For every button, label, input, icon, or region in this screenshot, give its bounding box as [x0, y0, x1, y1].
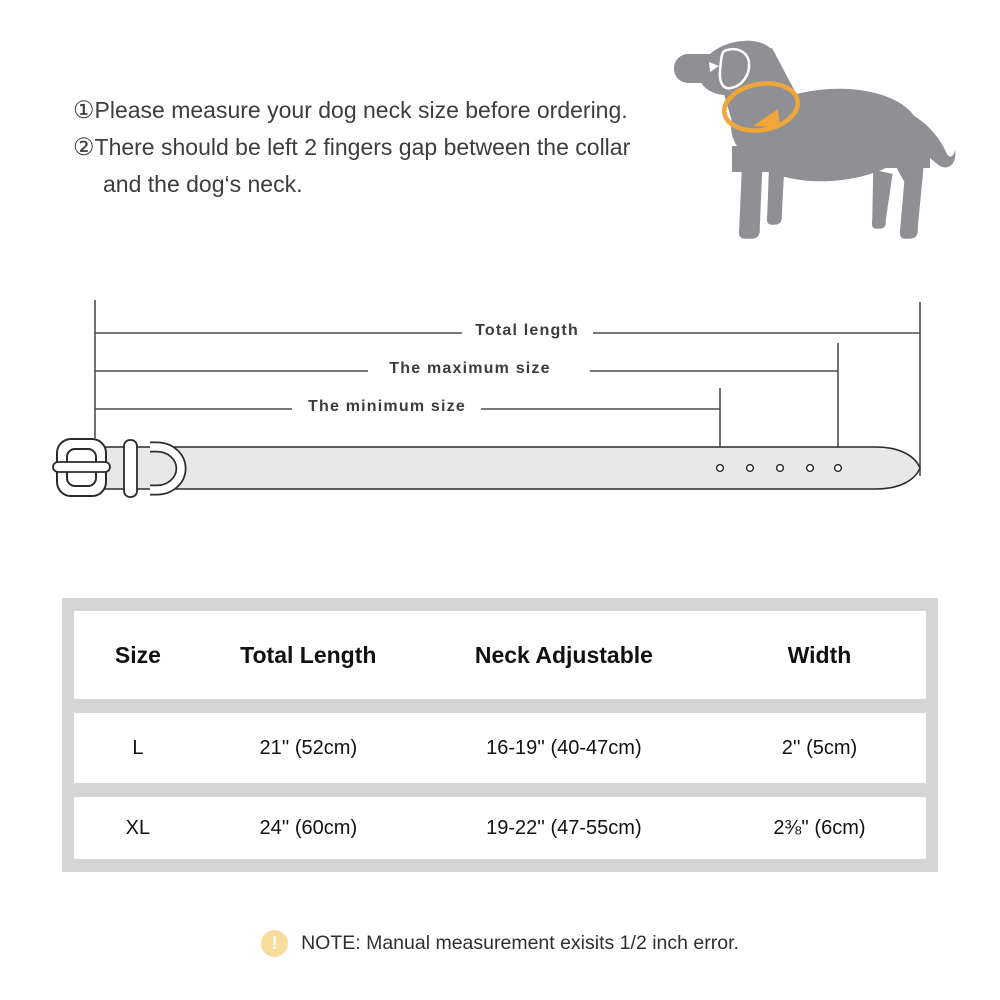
table-cell: XL: [125, 816, 151, 839]
table-row-xl: [74, 797, 926, 859]
collar-hole: [717, 465, 724, 472]
table-cell: 21'' (52cm): [259, 736, 358, 759]
table-cell: 2⅜'' (6cm): [773, 816, 866, 839]
collar-diagram: [53, 439, 920, 497]
label-total-length: Total length: [475, 322, 579, 339]
instruction-text: There should be left 2 fingers gap between the collar and the dog‘s neck.: [94, 134, 631, 197]
header-cell-neck-adjustable: Neck Adjustable: [474, 641, 653, 668]
collar-strap: [97, 447, 920, 489]
table-cell: L: [132, 736, 144, 759]
collar-hole: [747, 465, 754, 472]
instruction-number: ①: [73, 97, 95, 124]
header-cell-total-length: Total Length: [240, 641, 377, 668]
table-cell: 2'' (5cm): [781, 736, 858, 759]
instruction-text: Please measure your dog neck size before ordering.: [94, 97, 628, 123]
collar-buckle-prong: [53, 462, 110, 472]
table-row-l: [74, 713, 926, 783]
note-text: NOTE: Manual measurement exisits 1/2 inch error.: [301, 932, 739, 954]
table-cell: 19-22'' (47-55cm): [486, 816, 642, 839]
collar-hole: [807, 465, 814, 472]
collar-buckle: [53, 439, 110, 496]
size-table: [62, 598, 938, 872]
collar-keeper: [124, 440, 137, 497]
note-bar: [0, 930, 1000, 957]
label-maximum-size: The maximum size: [389, 360, 551, 377]
table-cell: 16-19'' (40-47cm): [486, 736, 642, 759]
instruction-number: ②: [73, 134, 95, 161]
collar-hole: [777, 465, 784, 472]
table-cell: 24'' (60cm): [259, 816, 358, 839]
header-cell-width: Width: [787, 641, 852, 668]
table-header-row: [74, 611, 926, 699]
header-cell-size: Size: [114, 641, 161, 668]
collar-hole: [835, 465, 842, 472]
label-minimum-size: The minimum size: [308, 398, 466, 415]
exclamation-icon: !: [261, 930, 288, 957]
